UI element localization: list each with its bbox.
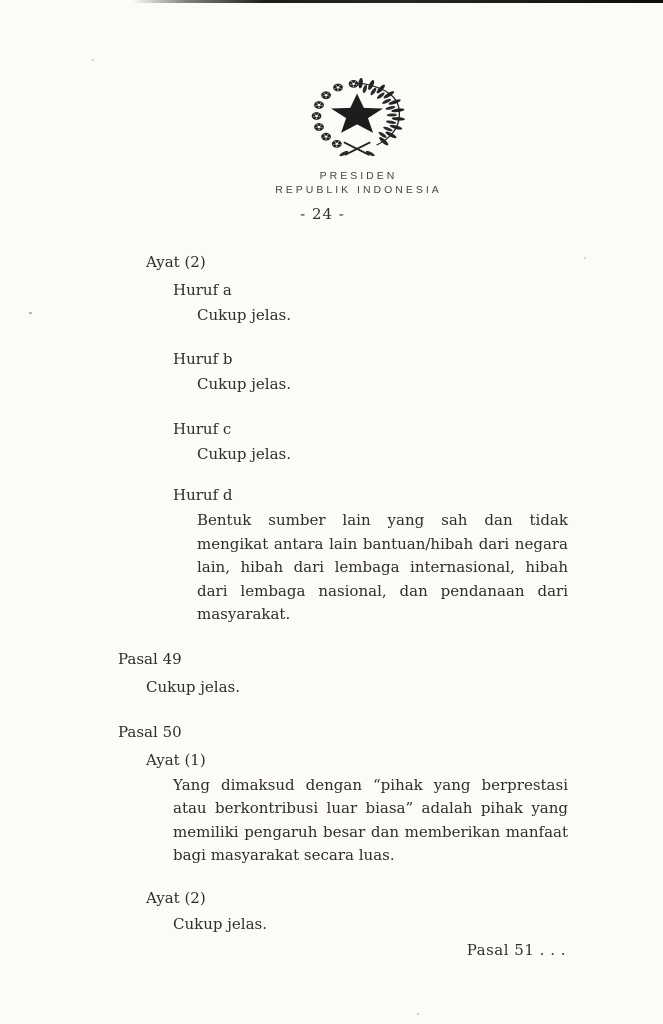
scan-speck: [92, 59, 94, 61]
presidential-emblem: [309, 77, 407, 161]
catchword-next-pasal: Pasal 51 . . .: [466, 941, 566, 959]
huruf-b-text: Cukup jelas.: [197, 375, 291, 393]
ayat-2-heading: Ayat (2): [146, 253, 206, 271]
letterhead-line2: REPUBLIK INDONESIA: [275, 184, 442, 196]
huruf-a-heading: Huruf a: [173, 281, 232, 299]
pasal-50-ayat-2-text: Cukup jelas.: [173, 914, 267, 933]
huruf-c-heading: Huruf c: [173, 420, 232, 438]
scan-speck: [29, 312, 32, 314]
page-number: - 24 -: [300, 205, 345, 223]
pasal-50-ayat-1-heading: Ayat (1): [146, 750, 206, 769]
pasal-50-ayat-1-text: Yang dimaksud dengan “pihak yang berprestasi atau berkontribusi luar biasa” adalah pihak yang memiliki pengaruh besar dan memberikan manfaat bagi masyarakat secara luas.: [173, 775, 568, 864]
scan-edge-artifact: [0, 0, 663, 3]
huruf-b-heading: Huruf b: [173, 350, 233, 368]
pasal-50-heading: Pasal 50: [118, 722, 182, 741]
pasal-50-ayat-2-heading: Ayat (2): [146, 888, 206, 907]
pasal-49-heading: Pasal 49: [118, 649, 182, 668]
pasal-49-text: Cukup jelas.: [146, 677, 240, 696]
star-wreath-icon: [309, 77, 407, 161]
scan-speck: [584, 257, 586, 259]
letterhead-line1: PRESIDEN: [319, 170, 398, 182]
huruf-d-heading: Huruf d: [173, 486, 233, 504]
huruf-c-text: Cukup jelas.: [197, 445, 291, 463]
huruf-a-text: Cukup jelas.: [197, 306, 291, 324]
scan-speck: [417, 1013, 419, 1015]
huruf-d-text: Bentuk sumber lain yang sah dan tidak mengikat antara lain bantuan/hibah dari negara lain, hibah dari lembaga internasional, hibah dari lembaga nasional, dan pendanaan dari masyarakat.: [197, 511, 568, 623]
letterhead: [27, 169, 663, 197]
document-body: [118, 248, 568, 936]
